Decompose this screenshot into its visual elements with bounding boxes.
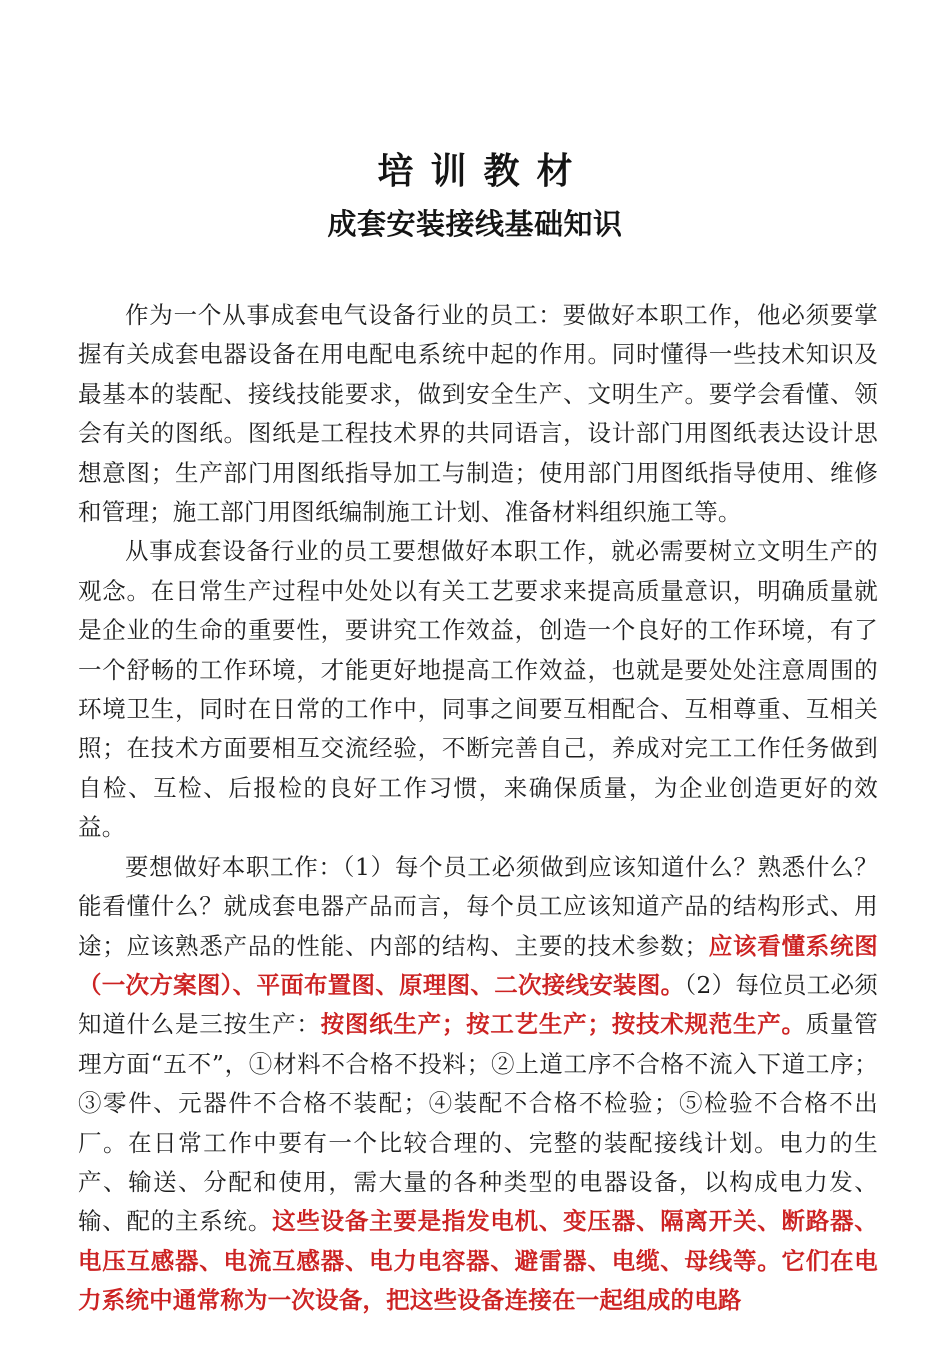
highlighted-text-run: 这些设备主要是指发电机、变压器、隔离开关、断路器、电压互感器、电流互感器、电力电容器、避雷器、电缆、母线等。它们在电力系统中通常称为一次设备，把这些设备连接在一起组成的电路: [78, 1207, 878, 1315]
highlighted-text-run: 应该看懂系统图（一次方案图）、平面布置图、原理图、二次接线安装图。: [78, 931, 879, 999]
paragraph-2: [78, 532, 878, 847]
title-block: [0, 148, 950, 244]
text-run: 要想做好本职工作：（1）每个员工必须做到应该知道什么？熟悉什么？能看懂什么？就成套电器产品而言，每个员工应该知道产品的结构形式、用途；应该熟悉产品的性能、内部的结构、主要的技术参数；: [78, 852, 878, 960]
paragraph-3: [78, 848, 878, 1321]
page-subtitle: 成套安装接线基础知识: [327, 207, 623, 241]
highlighted-text-run: 按图纸生产；按工艺生产；按技术规范生产。: [320, 1010, 806, 1039]
text-run: 作为一个从事成套电气设备行业的员工：要做好本职工作，他必须要掌握有关成套电器设备在用电配电系统中起的作用。同时懂得一些技术知识及最基本的装配、接线技能要求，做到安全生产、文明生产。要学会看懂、领会有关的图纸。图纸是工程技术界的共同语言，设计部门用图纸表达设计思想意图；生产部门用图纸指导加工与制造；使用部门用图纸指导使用、维修和管理；施工部门用图纸编制施工计划、准备材料组织施工等。: [78, 301, 878, 527]
page-title: 培训教材: [377, 150, 590, 192]
paragraph-1: [78, 296, 878, 532]
text-run: 从事成套设备行业的员工要想做好本职工作，就必需要树立文明生产的观念。在日常生产过程中处处以有关工艺要求来提高质量意识，明确质量就是企业的生命的重要性，要讲究工作效益，创造一个良好的工作环境，有了一个舒畅的工作环境，才能更好地提高工作效益，也就是要处处注意周围的环境卫生，同时在日常的工作中，同事之间要互相配合、互相尊重、互相关照；在技术方面要相互交流经验，不断完善自己，养成对完工工作任务做到自检、互检、后报检的良好工作习惯，来确保质量，为企业创造更好的效益。: [78, 537, 878, 842]
document-body: [78, 296, 878, 1321]
text-run: （2）每位员工必须知道什么是三按生产：: [78, 970, 878, 1039]
text-run: 质量管理方面“五不”，①材料不合格不投料；②上道工序不合格不流入下道工序；③零件、元器件不合格不装配；④装配不合格不检验；⑤检验不合格不出厂。在日常工作中要有一个比较合理的、完整的装配接线计划。电力的生产、输送、分配和使用，需大量的各种类型的电器设备，以构成电力发、输、配的主系统。: [78, 1010, 878, 1236]
